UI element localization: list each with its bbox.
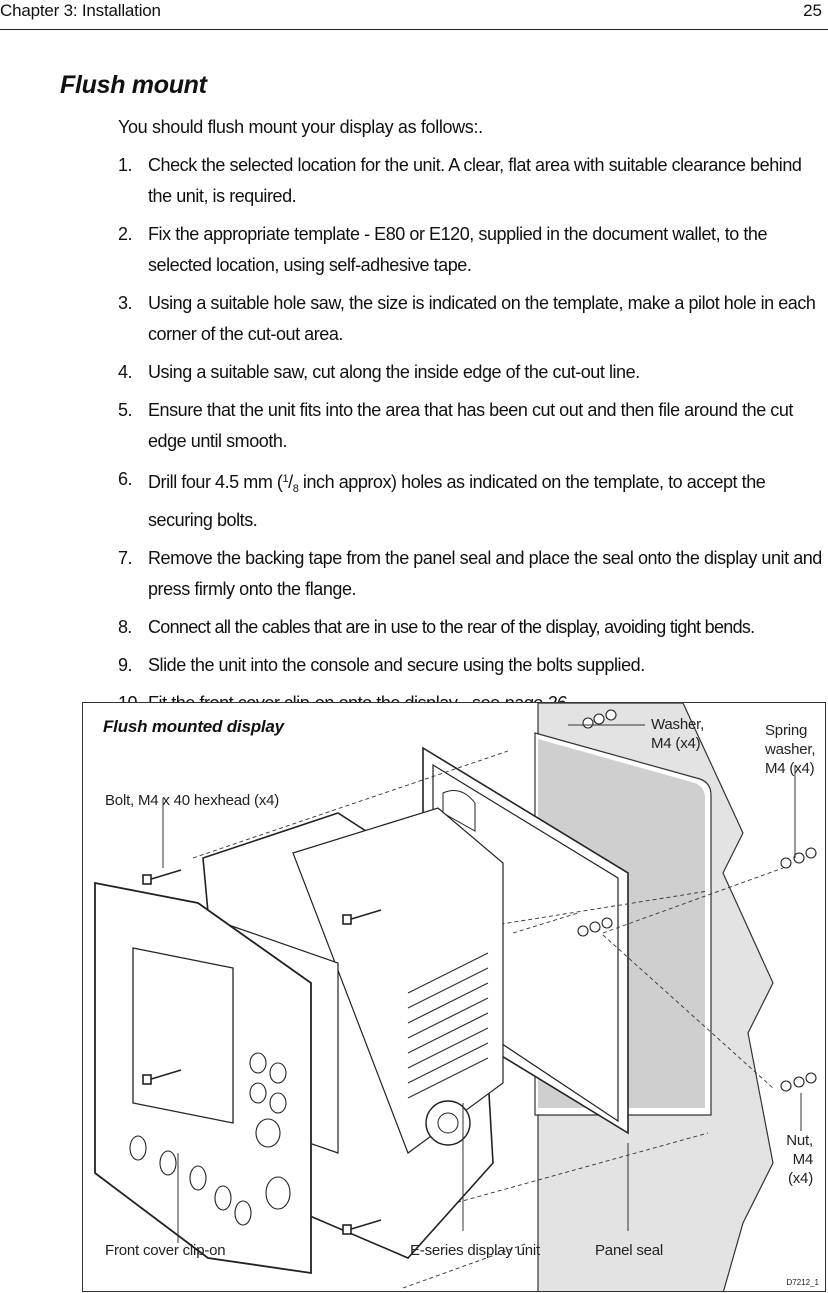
step-text: Slide the unit into the console and secure using the bolts supplied. (148, 655, 645, 675)
step-number: 9. (118, 655, 133, 675)
spring-washer-callout (765, 721, 815, 778)
step-text-part: Drill four 4.5 mm ( (148, 472, 283, 492)
step-4 (118, 357, 828, 388)
figure-code: D7212_1 (786, 1278, 819, 1287)
fraction-slash: / (288, 472, 293, 492)
figure-title: Flush mounted display (103, 717, 284, 736)
front-cover-window (133, 948, 233, 1123)
step-number: 5. (118, 400, 133, 420)
running-head (0, 0, 828, 30)
display-unit-callout: E-series display unit (410, 1242, 541, 1259)
front-cover-callout: Front cover clip-on (105, 1242, 226, 1259)
step-2 (118, 219, 828, 281)
step-text: Check the selected location for the unit. A clear, flat area with suitable clearance behind the unit, is required. (148, 155, 802, 206)
step-text (148, 464, 828, 536)
step-5 (118, 395, 828, 457)
page-number: 25 (803, 1, 822, 20)
step-number: 1. (118, 155, 133, 175)
chapter-title: Chapter 3: Installation (0, 1, 161, 20)
bolt-callout: Bolt, M4 x 40 hexhead (x4) (105, 792, 280, 809)
intro-paragraph: You should flush mount your display as follows:. (118, 117, 483, 137)
panel-seal-callout: Panel seal (595, 1242, 664, 1259)
step-text: Remove the backing tape from the panel seal and place the seal onto the display unit and press firmly onto the flange. (148, 548, 822, 599)
step-9 (118, 650, 828, 681)
nut-callout (765, 1131, 813, 1188)
step-text-part: inch approx) holes as indicated on the template, to accept the securing bolts. (148, 472, 766, 530)
fraction-numerator: 1 (282, 473, 289, 485)
step-text: Fix the appropriate template - E80 or E120, supplied in the document wallet, to the selected location, using self-adhesive tape. (148, 224, 768, 275)
step-text: Connect all the cables that are in use to the rear of the display, avoiding tight bends. (148, 617, 755, 637)
callout-line: Spring (765, 722, 808, 739)
callout-line: Washer, (651, 716, 705, 733)
step-text: Using a suitable hole saw, the size is indicated on the template, make a pilot hole in each corner of the cut-out area. (148, 293, 816, 344)
step-7 (118, 543, 828, 605)
installation-steps (118, 150, 828, 726)
section-title: Flush mount (60, 71, 207, 99)
callout-line: washer, (765, 741, 816, 758)
callout-line: Nut, (786, 1132, 813, 1149)
step-number: 4. (118, 362, 133, 382)
step-text: Using a suitable saw, cut along the inside edge of the cut-out line. (148, 362, 640, 382)
step-8 (118, 612, 828, 643)
step-number: 6. (118, 469, 133, 489)
callout-line: M4 (x4) (651, 735, 701, 752)
callout-line: M4 (x4) (765, 760, 815, 777)
step-3 (118, 288, 828, 350)
step-text: Ensure that the unit fits into the area that has been cut out and then file around the cut edge until smooth. (148, 400, 793, 451)
flush-mount-figure (82, 702, 826, 1292)
step-6 (118, 464, 828, 536)
fraction-denominator: 8 (292, 483, 299, 495)
step-number: 2. (118, 224, 133, 244)
step-1 (118, 150, 828, 212)
step-number: 8. (118, 617, 132, 637)
step-number: 3. (118, 293, 133, 313)
washer-callout (651, 715, 704, 753)
callout-line: M4 (x4) (787, 1151, 813, 1187)
step-number: 7. (118, 548, 133, 568)
